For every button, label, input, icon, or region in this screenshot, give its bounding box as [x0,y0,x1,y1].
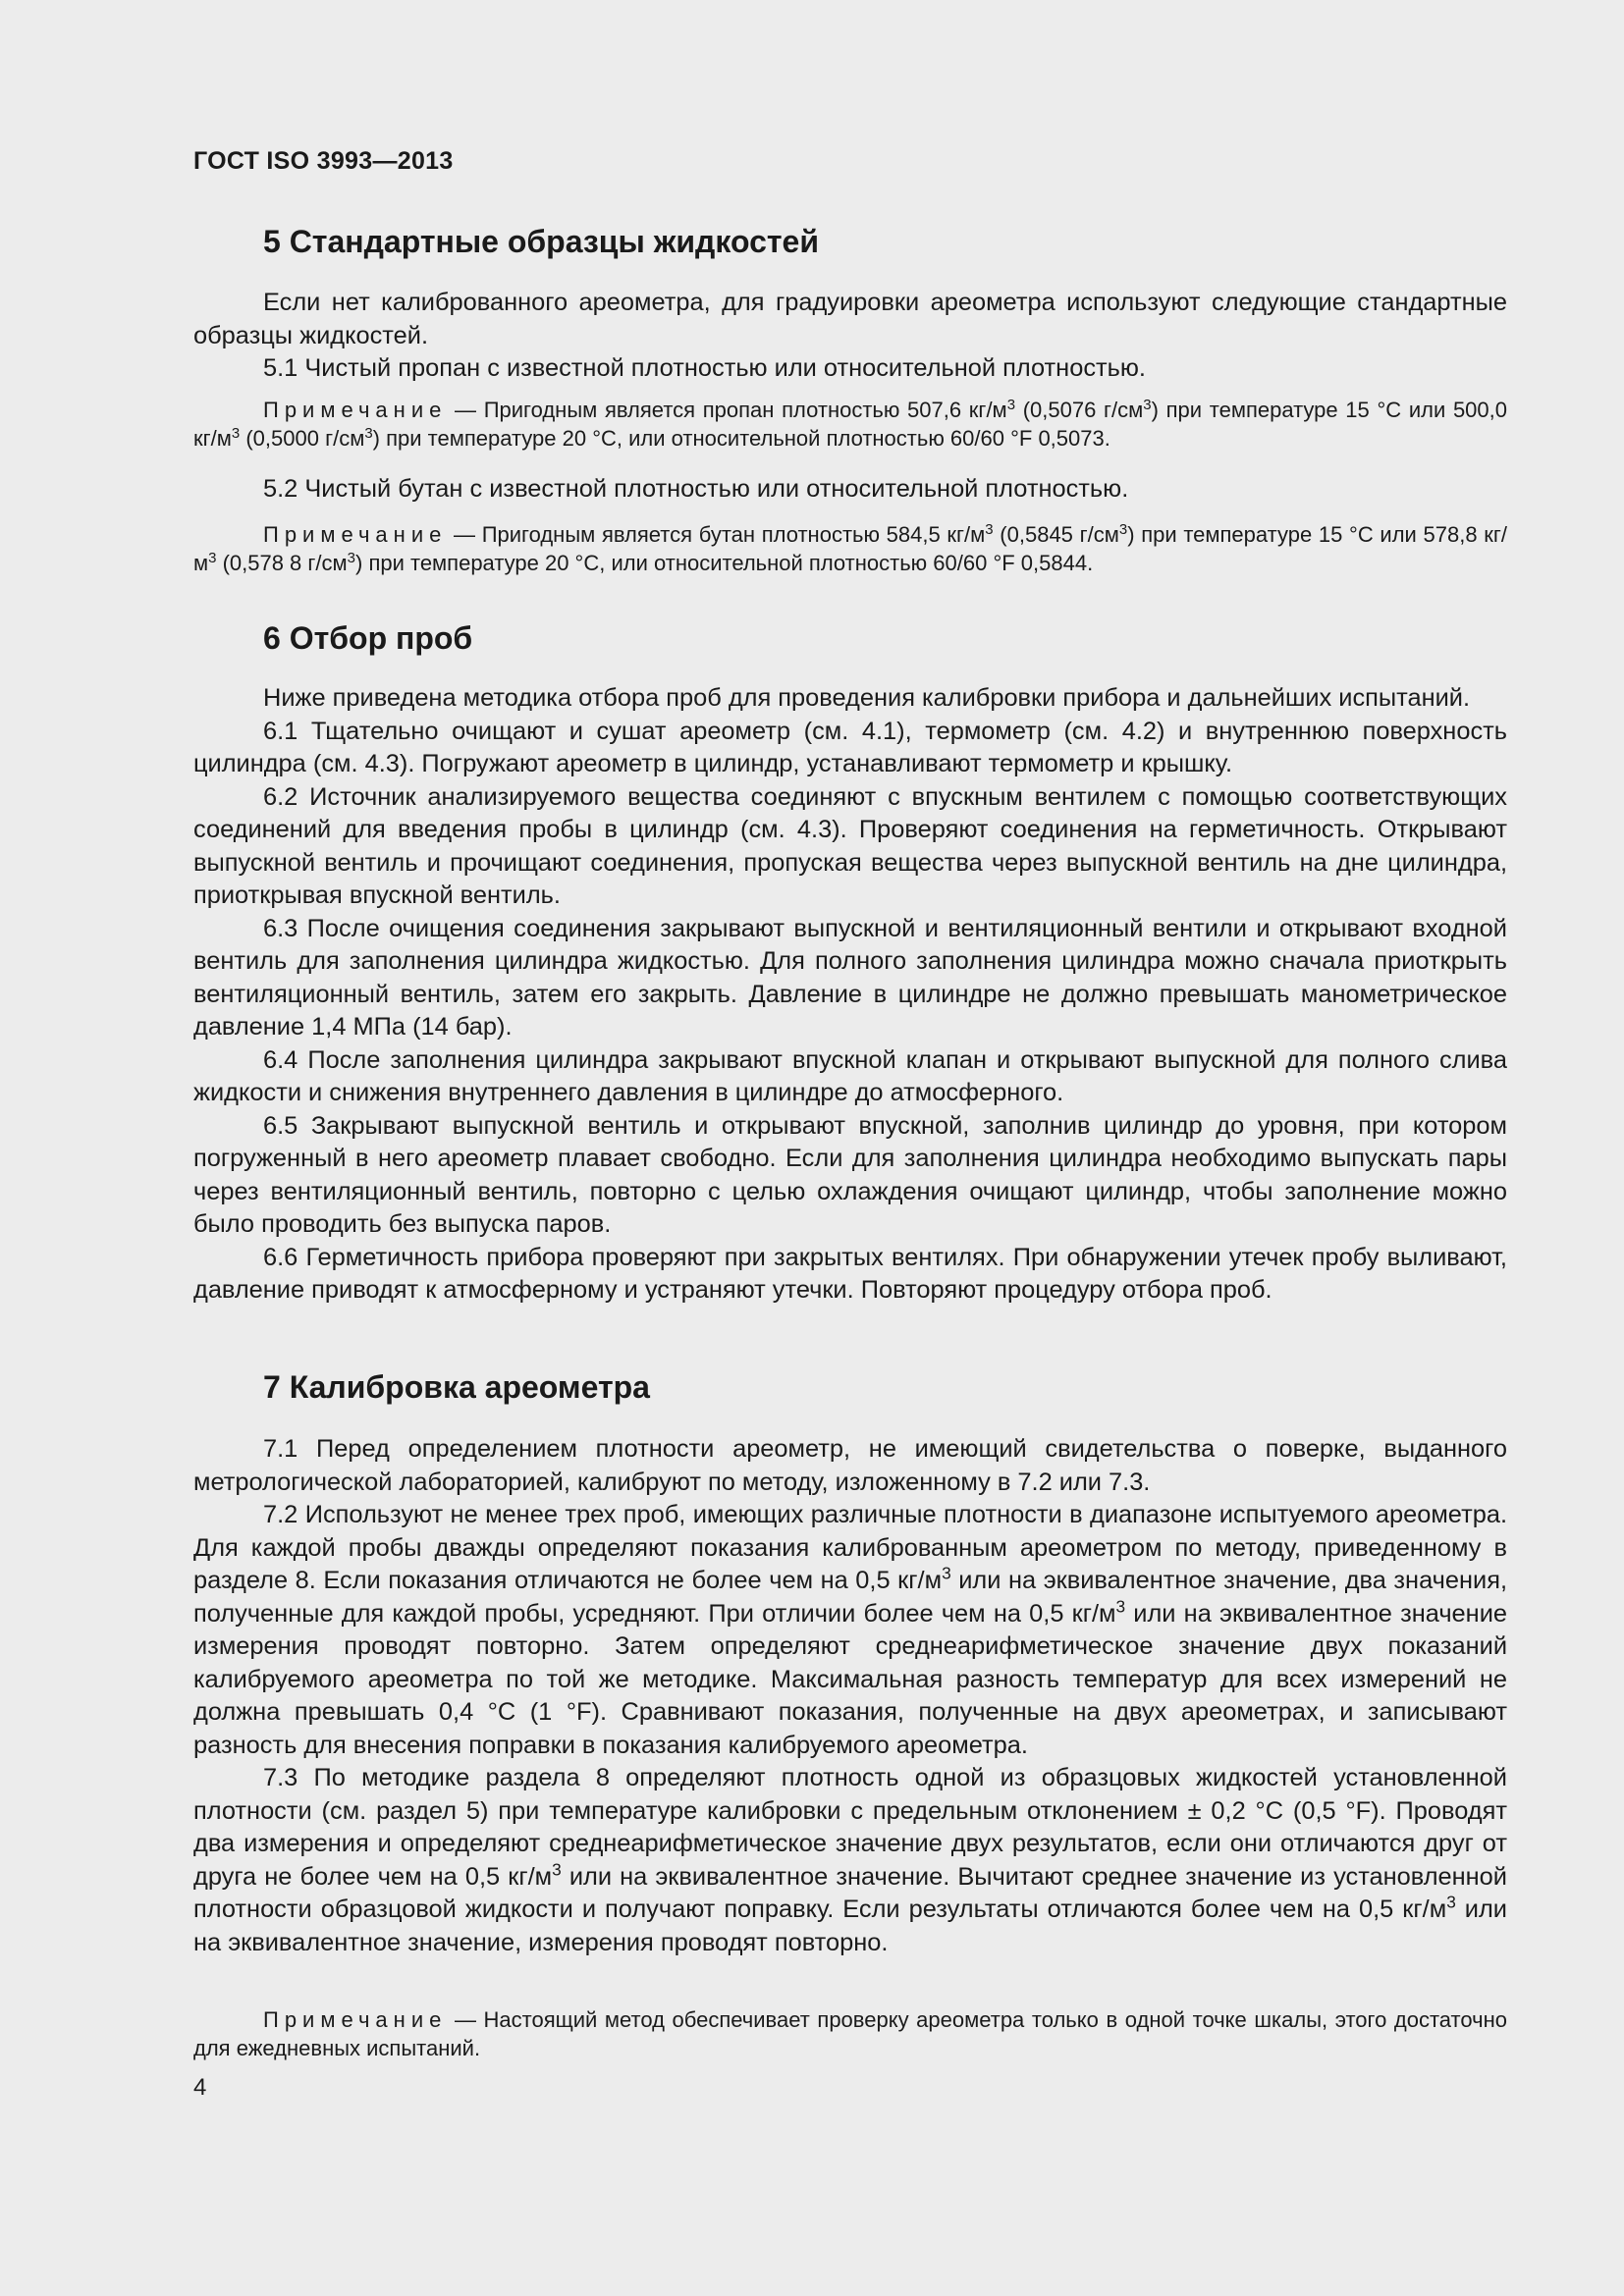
section-7-body [193,1433,1507,1959]
note-label: Примечание [263,2007,448,2032]
section-5-title: 5 Стандартные образцы жидкостей [263,224,820,259]
page-number: 4 [193,2074,207,2101]
paragraph-6-2: 6.2 Источник анализируемого вещества соединяют с впускным вентилем с помощью соответствующих соединений для введения пробы в цилиндр (см. 4.3). Проверяют соединения на герметичность. Открывают выпускной вентиль и прочищают соединения, пропуская вещества через выпускной вентиль на дне цилиндра, приоткрывая впускной вентиль. [193,782,1507,909]
paragraph-6-6: 6.6 Герметичность прибора проверяют при закрытых вентилях. При обнаружении утечек пробу выливают, давление приводят к атмосферному и устраняют утечки. Повторяют процедуру отбора проб. [193,1243,1507,1304]
paragraph-7-3: 7.3 По методике раздела 8 определяют плотность одной из образцовых жидкостей установленной плотности (см. раздел 5) при температуре калибровки с предельным отклонением ± 0,2 °С (0,5 °F). Проводят два измерения и определяют среднеарифметическое значение двух результатов, если они отличаются друг от друга не более чем на 0,5 $кг/м^3$ или на эквивалентное значение. Вычитают среднее значение из установленной плотности образцовой жидкости и получают поправку. Если результаты отличаются более чем на 0,5 $кг/м^3$ или на эквивалентное значение, измерения проводят повторно. [193,1764,1507,1956]
section-7-title: 7 Калибровка ареометра [263,1369,650,1405]
note-label: Примечание [263,522,448,547]
paragraph-6-5: 6.5 Закрывают выпускной вентиль и открывают впускной, заполнив цилиндр до уровня, при котором погруженный в него ареометр плавает свободно. Если для заполнения цилиндра необходимо выпускать пары через вентиляционный вентиль, повторно с целью охлаждения очищают цилиндр, чтобы заполнение можно было проводить без выпуска паров. [193,1111,1507,1238]
note-propane: Примечание — Пригодным является пропан плотностью 507,6 $кг/м^3$ (0,5076 $г/см^3$) при температуре 15 °С или 500,0 $кг/м^3$ (0,5000 $г/см^3$) при температуре 20 °С, или относительной плотностью 60/60 °F 0,5073. [193,396,1508,451]
paragraph-7-2: 7.2 Используют не менее трех проб, имеющих различные плотности в диапазоне испытуемого ареометра. Для каждой пробы дважды определяют показания калиброванным ареометром по методу, приведенному в разделе 8. Если показания отличаются не более чем на 0,5 $кг/м^3$ или на эквивалентное значение, два значения, полученные для каждой пробы, усредняют. При отличии более чем на 0,5 $кг/м^3$ или на эквивалентное значение измерения проводят повторно. Затем определяют среднеарифметическое значение двух показаний калибруемого ареометра по той же методике. Максимальная разность температур для всех измерений не должна превышать 0,4 °С (1 °F). Сравнивают показания, полученные на двух ареометрах, и записывают разность для внесения поправки в показания калибруемого ареометра. [193,1501,1507,1759]
note-calibration: Примечание — Настоящий метод обеспечивает проверку ареометра только в одной точке шкалы, этого достаточно для ежедневных испытаний. [193,2007,1507,2060]
section-5-2 [193,473,1507,507]
section-5-intro: Если нет калиброванного ареометра, для градуировки ареометра используют следующие стандартные образцы жидкостей. [193,289,1507,349]
paragraph-6-3: 6.3 После очищения соединения закрывают выпускной и вентиляционный вентили и открывают входной вентиль для заполнения цилиндра жидкостью. Для полного заполнения цилиндра можно сначала приоткрыть вентиляционный вентиль, затем его закрыть. Давление в цилиндре не должно превышать манометрическое давление 1,4 МПа (14 бар). [193,914,1507,1041]
section-6-title: 6 Отбор проб [263,620,473,656]
paragraph-5-1: 5.1 Чистый пропан с известной плотностью или относительной плотностью. [263,354,1146,382]
paragraph-7-1: 7.1 Перед определением плотности ареометр, не имеющий свидетельства о поверке, выданного метрологической лабораторией, калибруют по методу, изложенному в 7.2 или 7.3. [193,1435,1507,1496]
standard-header: ГОСТ ISO 3993—2013 [193,147,454,175]
section-5-body [193,287,1507,386]
paragraph-6-4: 6.4 После заполнения цилиндра закрывают впускной клапан и открывают выпускной для полного слива жидкости и снижения внутреннего давления в цилиндре до атмосферного. [193,1045,1507,1106]
paragraph-5-2: 5.2 Чистый бутан с известной плотностью или относительной плотностью. [263,475,1129,503]
section-6-body [193,682,1507,1308]
section-6-intro: Ниже приведена методика отбора проб для проведения калибровки прибора и дальнейших испытаний. [263,684,1471,712]
note-label: Примечание [263,398,448,422]
note-butane: Примечание — Пригодным является бутан плотностью 584,5 $кг/м^3$ (0,5845 $г/см^3$) при температуре 15 °С или 578,8 $кг/м^3$ (0,578 8 $г/см^3$) при температуре 20 °С, или относительной плотностью 60/60 °F 0,5844. [193,520,1508,575]
paragraph-6-1: 6.1 Тщательно очищают и сушат ареометр (см. 4.1), термометр (см. 4.2) и внутреннюю поверхность цилиндра (см. 4.3). Погружают ареометр в цилиндр, устанавливают термометр и крышку. [193,717,1507,777]
